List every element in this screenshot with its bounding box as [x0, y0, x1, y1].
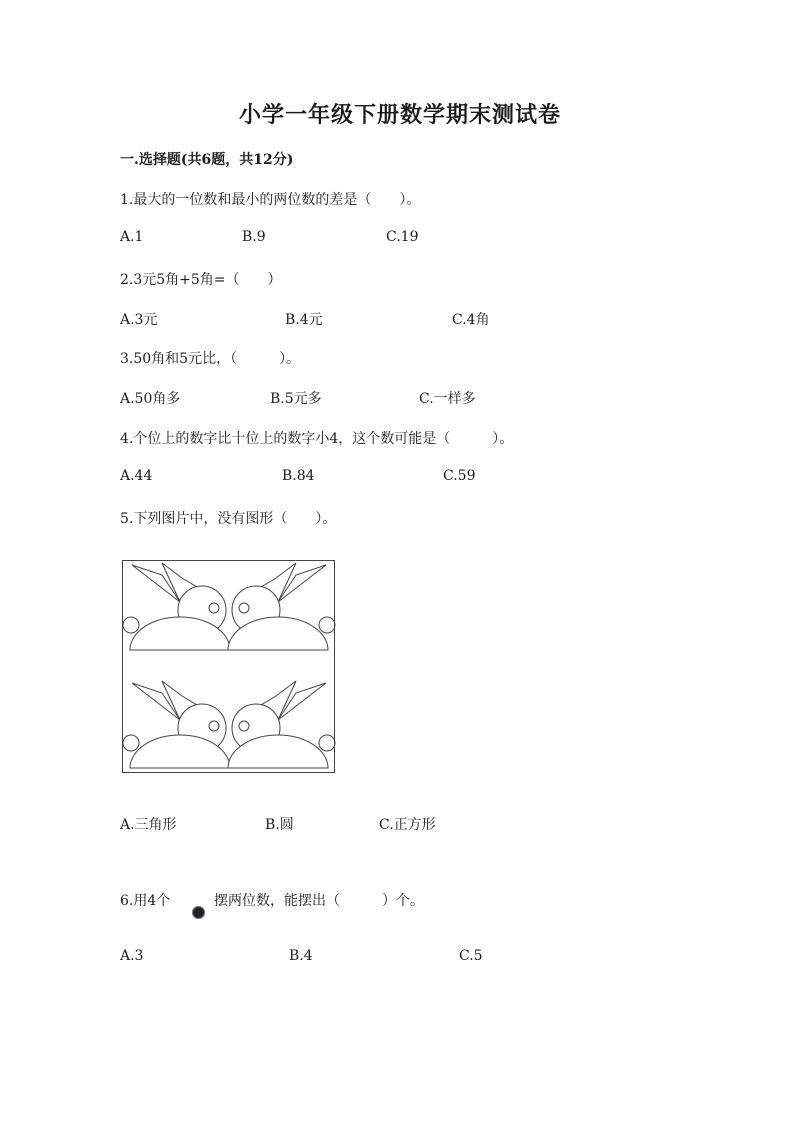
question-6-option-c: C.5	[459, 948, 483, 964]
rabbit-figure	[122, 560, 336, 778]
question-1-option-a: A.1	[120, 229, 144, 245]
question-5-option-c: C.正方形	[379, 817, 436, 833]
question-6-option-a: A.3	[120, 948, 144, 964]
question-2-option-a: A.3元	[120, 312, 158, 328]
question-3-option-b: B.5元多	[270, 391, 322, 407]
question-6-stem-part-1: 6.用4个	[120, 893, 171, 909]
question-4-option-c: C.59	[443, 468, 476, 484]
page-title: 小学一年级下册数学期末测试卷	[238, 102, 561, 128]
question-4-option-b: B.84	[282, 468, 315, 484]
question-6-option-b: B.4	[289, 948, 313, 964]
question-3-option-c: C.一样多	[419, 391, 476, 407]
question-6-stem-part-2: 摆两位数，能摆出（ ）个。	[214, 893, 424, 909]
question-1-stem: 1.最大的一位数和最小的两位数的差是（ ）。	[120, 192, 421, 208]
question-2-stem: 2.3元5角+5角=（ ）	[120, 272, 282, 288]
question-2-option-c: C.4角	[452, 312, 490, 328]
section-heading: 一.选择题(共6题，共12分)	[120, 152, 294, 168]
question-5-option-b: B.圆	[265, 817, 294, 833]
question-3-stem: 3.50角和5元比，（ ）。	[120, 351, 301, 367]
question-3-option-a: A.50角多	[120, 391, 181, 407]
bead-icon	[192, 906, 205, 919]
question-1-option-b: B.9	[242, 229, 266, 245]
question-5-option-a: A.三角形	[120, 817, 177, 833]
question-1-option-c: C.19	[386, 229, 419, 245]
question-4-option-a: A.44	[120, 468, 153, 484]
question-5-stem: 5.下列图片中，没有图形（ ）。	[120, 511, 337, 527]
question-4-stem: 4.个位上的数字比十位上的数字小4，这个数可能是（ ）。	[120, 431, 514, 447]
question-2-option-b: B.4元	[285, 312, 323, 328]
